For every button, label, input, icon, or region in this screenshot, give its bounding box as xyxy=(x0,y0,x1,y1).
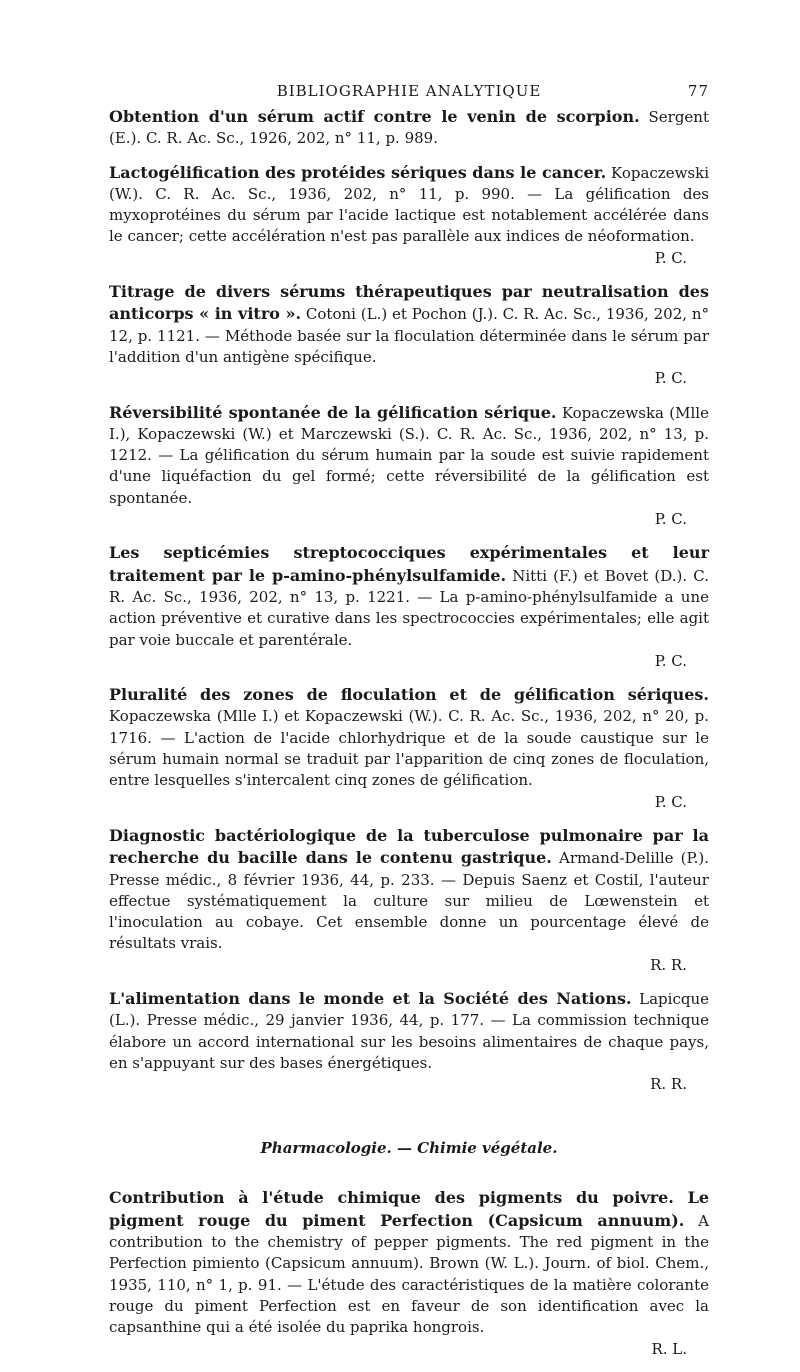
section-heading: Pharmacologie. — Chimie végétale. xyxy=(260,1139,558,1158)
bibliography-entry xyxy=(109,684,709,813)
entry-refs: Armand-Delille (P.). Presse médic., 8 février 1936, 44, p. 233. xyxy=(109,849,709,889)
entry-initials: R. R. xyxy=(650,955,687,974)
entry-abstract: — L'action de l'acide chlorhydrique et de la soude caustique sur le sérum humain normal se traduit par l'apparition de cinq zones de floculation, entre lesquelles s'intercalent cinq zones de gélification. xyxy=(109,728,709,790)
entry-title: Titrage de divers sérums thérapeutiques par neutralisation des anticorps « in vitro ». xyxy=(109,282,709,324)
entry-initials: R. L. xyxy=(651,1339,687,1358)
entry-abstract: — La commission technique élabore un accord international sur les besoins alimentaires de chaque pays, en s'appuyant sur des bases énergétiques. xyxy=(109,1011,709,1072)
entry-list xyxy=(109,106,709,1095)
entry-abstract: — L'étude des caractéristiques de la matière colorante rouge du piment Perfection est en faveur de son identification avec la capsanthine qui a été isolée du paprika hongrois. xyxy=(109,1275,709,1337)
running-title: BIBLIOGRAPHIE ANALYTIQUE xyxy=(276,82,542,100)
entry-abstract: — La gélification du sérum humain par la soude est suivie rapidement d'une liquéfaction du gel formé; cette réversibilité de la gélification est spontanée. xyxy=(109,446,709,507)
bibliography-entry xyxy=(109,106,709,150)
bibliography-entry xyxy=(109,825,709,976)
bibliography-entry xyxy=(109,988,709,1095)
entry-refs: Kopaczewska (Mlle I.), Kopaczewski (W.) et Marczewski (S.). C. R. Ac. Sc., 1936, 202, n° 13, p. 1212. xyxy=(109,403,709,465)
entry-abstract: — Depuis Saenz et Costil, l'auteur effectue systématiquement la culture sur milieu de Lœwenstein et l'inoculation au cobaye. Cet ensemble donne un pourcentage élevé de résultats vrais. xyxy=(109,870,709,953)
entry-initials: P. C. xyxy=(654,248,687,267)
entry-initials: R. R. xyxy=(650,1075,687,1094)
bibliography-entry xyxy=(109,162,709,269)
entry-initials: P. C. xyxy=(654,510,687,529)
entry-title: Contribution à l'étude chimique des pigments du poivre. Le pigment rouge du piment Perfection (Capsicum annuum). xyxy=(109,1188,709,1230)
running-header xyxy=(109,82,709,106)
entry-title: Diagnostic bactériologique de la tuberculose pulmonaire par la recherche du bacille dans le contenu gastrique. xyxy=(109,825,709,868)
entry-title: Lactogélification des protéides sériques dans le cancer. xyxy=(109,162,607,182)
entry-initials: P. C. xyxy=(654,792,687,811)
entry-title: Les septicémies streptococciques expérimentales et leur traitement par le p-amino-phénylsulfamide. xyxy=(109,543,709,585)
bibliography-entry xyxy=(109,542,709,672)
entry-refs: Kopaczewska (Mlle I.) et Kopaczewski (W.). C. R. Ac. Sc., 1936, 202, n° 20, p. 1716. xyxy=(109,707,709,747)
entry-abstract: — La p-amino-phénylsulfamide a une action préventive et curative dans les spectrococcies expérimentales; elle agit par voie buccale et parentérale. xyxy=(109,587,709,649)
entry-title: Pluralité des zones de floculation et de gélification sériques. xyxy=(109,685,709,705)
entry-refs: Sergent (E.). C. R. Ac. Sc., 1926, 202, n° 11, p. 989. xyxy=(109,108,709,148)
bibliography-entry xyxy=(109,1187,709,1359)
bibliography-entry xyxy=(109,281,709,389)
bibliography-entry xyxy=(109,402,709,531)
entry-title: Réversibilité spontanée de la gélification sérique. xyxy=(109,402,557,422)
entry-title: Obtention d'un sérum actif contre le venin de scorpion. xyxy=(109,107,640,126)
page-number: 77 xyxy=(687,82,709,100)
entry-initials: P. C. xyxy=(654,369,687,388)
entry-refs: Cotoni (L.) et Pochon (J.). C. R. Ac. Sc., 1936, 202, n° 12, p. 1121. xyxy=(109,305,709,345)
entry-refs: A contribution to the chemistry of pepper pigments. The red pigment in the Perfection pimiento (Capsicum annuum). Brown (W. L.). Journ. of biol. Chem., 1935, 110, n° 1, p. 91. xyxy=(109,1211,709,1294)
entry-title: L'alimentation dans le monde et la Société des Nations. xyxy=(109,988,632,1008)
entry-refs: Nitti (F.) et Bovet (D.). C. R. Ac. Sc., 1936, 202, n° 13, p. 1221. xyxy=(109,566,709,606)
entry-abstract: — Méthode basée sur la floculation déterminée dans le sérum par l'addition d'un antigène spécifique. xyxy=(109,326,709,366)
entry-refs: Kopaczewski (W.). C. R. Ac. Sc., 1936, 202, n° 11, p. 990. xyxy=(109,163,710,203)
entry-initials: P. C. xyxy=(654,651,687,670)
page xyxy=(109,82,709,1372)
entry-abstract: — La gélification des myxoprotéines du sérum par l'acide lactique est notablement accélérée dans le cancer; cette accélération n'est pas parallèle aux indices de néoformation. xyxy=(109,184,709,246)
entry-refs: Lapicque (L.). Presse médic., 29 janvier 1936, 44, p. 177. xyxy=(109,989,709,1030)
